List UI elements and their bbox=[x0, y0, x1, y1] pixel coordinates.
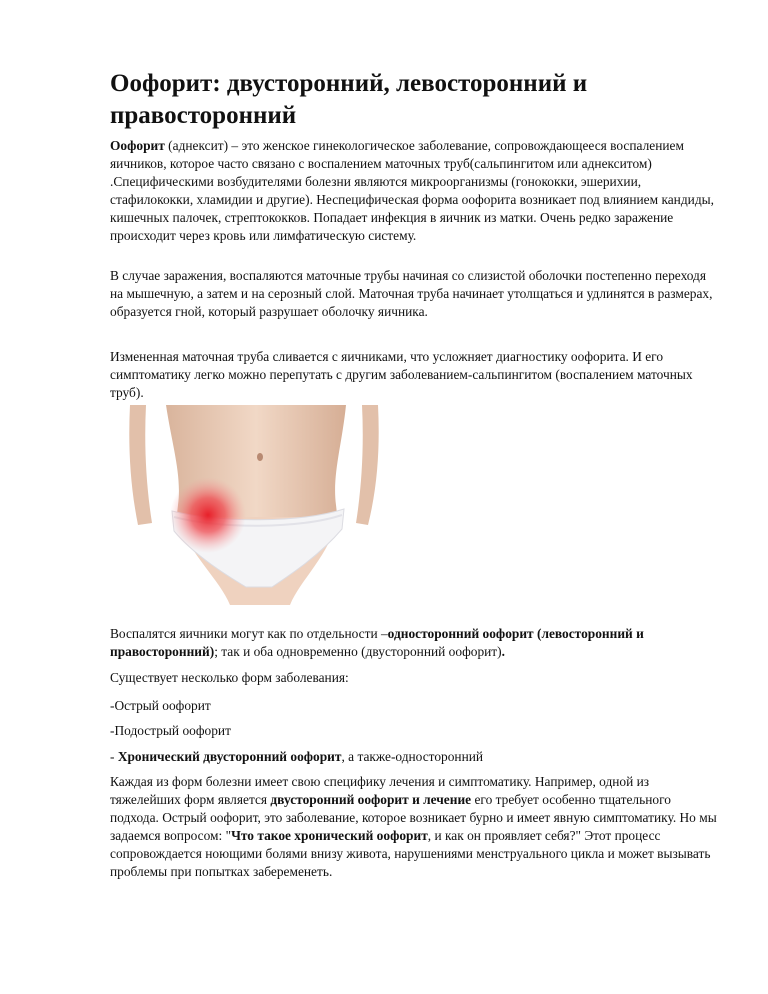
types-bold-1: односторонний оофорит (левосторонний и правосторонний) bbox=[110, 626, 644, 659]
chronic-bold: Хронический двусторонний оофорит bbox=[117, 749, 342, 764]
specifics-text-3: , и как он проявляет себя?" Этот процесс сопровождается ноющими болями внизу живота, нарушениями менструального цикла и может вызывать проблемы при попытках забеременеть. bbox=[110, 828, 711, 879]
abdomen-pain-illustration bbox=[110, 405, 410, 605]
specifics-text-1: Каждая из форм болезни имеет свою специфику лечения и симптоматику. Например, одной из тяжелейших форм является bbox=[110, 774, 650, 807]
page-title: Оофорит: двусторонний, левосторонний и правосторонний bbox=[110, 70, 588, 129]
list-item-subacute: -Подострый оофорит bbox=[110, 723, 231, 738]
specifics-bold-1: двусторонний оофорит и лечение bbox=[270, 792, 472, 807]
chronic-text-1: - bbox=[110, 749, 118, 764]
paragraph-types bbox=[110, 625, 720, 661]
paragraph-forms-intro: Существует несколько форм заболевания: bbox=[110, 670, 349, 685]
list-item-chronic bbox=[110, 748, 720, 766]
abdomen-pain-icon bbox=[110, 405, 410, 605]
specifics-text-2: его требует особенно тщательного подхода. Острый оофорит, это заболевание, которое возникает бурно и имеет явную симптоматику. Но мы задаемся вопросом: " bbox=[110, 792, 717, 843]
types-text-2: ; так и оба одновременно (двусторонний оофорит) bbox=[214, 644, 502, 659]
types-text-1: Воспалятся яичники могут как по отдельности – bbox=[110, 626, 388, 641]
paragraph-definition bbox=[110, 137, 720, 245]
list-item-acute: -Острый оофорит bbox=[110, 698, 211, 713]
paragraph-infection: В случае заражения, воспаляются маточные трубы начиная со слизистой оболочки постепенно переходя на мышечную, а затем и на серозный слой. Маточная труба начинает утолщаться и удлинятся в размерах, образуется гной, который разрушает оболочку яичника. bbox=[110, 268, 713, 319]
paragraph-specifics bbox=[110, 773, 720, 881]
term-bold: Оофорит bbox=[110, 138, 165, 153]
paragraph-diagnosis: Измененная маточная труба сливается с яичниками, что усложняет диагностику оофорита. И его симптоматику легко можно перепутать с другим заболеванием-сальпингитом (воспалением маточных труб). bbox=[110, 349, 693, 400]
types-bold-2: . bbox=[501, 644, 505, 659]
chronic-text-2: , а также-односторонний bbox=[341, 749, 484, 764]
specifics-bold-2: Что такое хронический оофорит bbox=[231, 828, 428, 843]
definition-text: (аднексит) – это женское гинекологическое заболевание, сопровождающееся воспалением яичников, которое часто связано с воспалением маточных труб(сальпингитом или аднекситом) .Специфическими возбудителями болезни являются микроорганизмы (гонококки, эшерихии, стафилококки, хламидии и другие). Неспецифическая форма оофорита возникает под влиянием кандиды, кишечных палочек, стрептококков. Попадает инфекция в яичник из матки. Очень редко заражение происходит через кровь или лимфатическую систему. bbox=[110, 138, 714, 243]
